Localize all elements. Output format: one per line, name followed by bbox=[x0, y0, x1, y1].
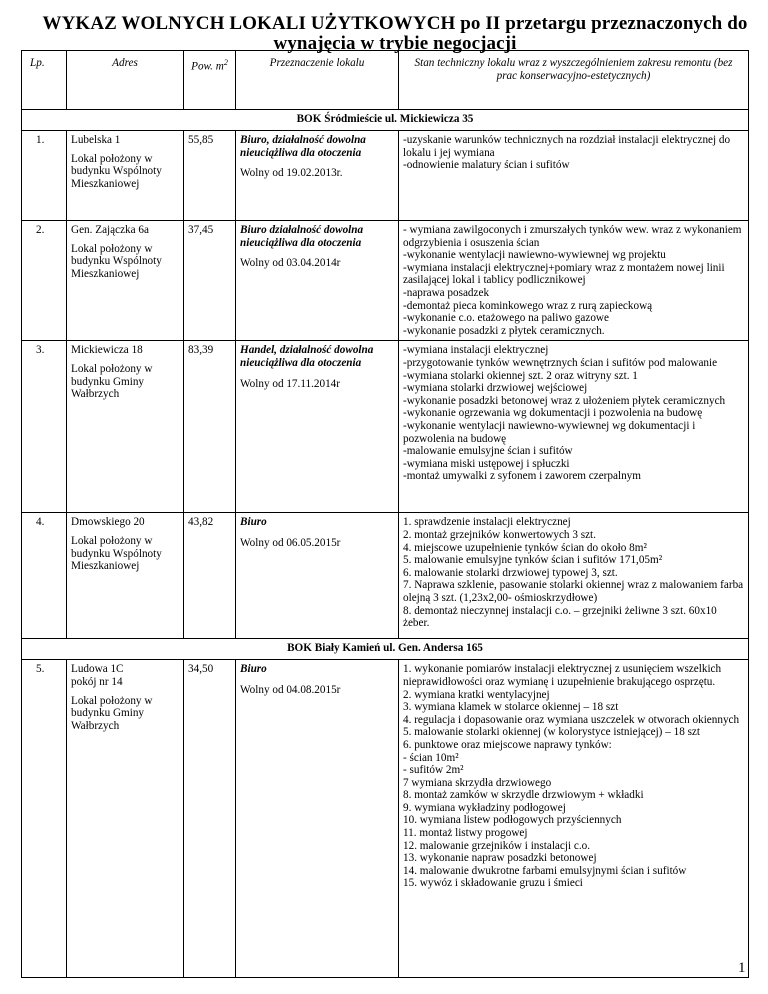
address-main: Dmowskiego 20 bbox=[71, 516, 145, 529]
address-description: Lokal położony w budynku Wspólnoty Mieszkaniowej bbox=[71, 534, 162, 573]
cell-przeznaczenie bbox=[236, 131, 399, 221]
table-row bbox=[22, 341, 749, 513]
address-main: Lubelska 1 bbox=[71, 134, 121, 146]
cell-lp: 4. bbox=[22, 513, 67, 639]
cell-lp: 2. bbox=[22, 221, 67, 341]
header-lp: Lp. bbox=[22, 51, 67, 110]
table-row bbox=[22, 513, 749, 639]
header-przeznaczenie: Przeznaczenie lokalu bbox=[236, 51, 399, 110]
cell-stan: -wymiana instalacji elektrycznej -przygotowanie tynków wewnętrznych ścian i sufitów pod malowanie -wymiana stolarki okiennej szt. 2 oraz witryny szt. 1 -wymiana stolarki drzwiowej wejściowej -wykonanie posadzki betonowej wraz z ułożeniem płytek ceramicznych -wykonanie ogrzewania wg dokumentacji i pozwolenia na budowę -wykonanie wentylacji nawiewno-wywiewnej wg dokumentacji i pozwolenia na budowę -malowanie emulsyjne ścian i sufitów -wymiana miski ustępowej i spłuczki -montaż umywalki z syfonem i zaworem czerpalnym bbox=[399, 341, 749, 513]
cell-pow: 37,45 bbox=[184, 221, 236, 341]
cell-adres bbox=[67, 221, 184, 341]
table-header-row bbox=[22, 51, 749, 110]
available-from: Wolny od 03.04.2014r bbox=[240, 257, 341, 270]
table-row bbox=[22, 131, 749, 221]
cell-pow: 83,39 bbox=[184, 341, 236, 513]
address-main: Ludowa 1C pokój nr 14 bbox=[71, 663, 124, 688]
address-main: Mickiewicza 18 bbox=[71, 344, 143, 357]
cell-adres bbox=[67, 131, 184, 221]
page-number: 1 bbox=[738, 960, 746, 976]
section-title: BOK Biały Kamień ul. Gen. Andersa 165 bbox=[22, 639, 749, 660]
purpose-main: Handel, działalność dowolna nieuciążliwa dla otoczenia bbox=[240, 344, 374, 369]
available-from: Wolny od 04.08.2015r bbox=[240, 683, 341, 696]
cell-lp: 5. bbox=[22, 660, 67, 978]
cell-przeznaczenie bbox=[236, 660, 399, 978]
cell-pow: 43,82 bbox=[184, 513, 236, 639]
cell-stan: 1. sprawdzenie instalacji elektrycznej 2. montaż grzejników konwertowych 3 szt. 4. miejscowe uzupełnienie tynków ścian do około 8m² 5. malowanie emulsyjne tynków ścian i sufitów 171,05m² 6. malowanie stolarki drzwiowej typowej 3, szt. 7. Naprawa szklenie, pasowanie stolarki okiennej wraz z malowaniem farba olejną 3 szt. (1,23x2,00- ośmioskrzydłowe) 8. demontaż nieczynnej instalacji c.o. – grzejniki żeliwne 3 szt. 60x10 żeber. bbox=[399, 513, 749, 639]
cell-stan: -uzyskanie warunków technicznych na rozdział instalacji elektrycznej do lokalu i jej wymiana -odnowienie malatury ścian i sufitów bbox=[399, 131, 749, 221]
cell-przeznaczenie bbox=[236, 513, 399, 639]
section-title: BOK Śródmieście ul. Mickiewicza 35 bbox=[22, 110, 749, 131]
cell-przeznaczenie bbox=[236, 221, 399, 341]
cell-lp: 1. bbox=[22, 131, 67, 221]
cell-stan: - wymiana zawilgoconych i zmurszałych tynków wew. wraz z wykonaniem odgrzybienia i osuszenia ścian -wykonanie wentylacji nawiewno-wywiewnej wg projektu -wymiana instalacji elektrycznej+pomiary wraz z montażem nowej linii zasilającej lokal i tablicy podlicznikowej -naprawa posadzek -demontaż pieca kominkowego wraz z rurą zapieckową -wykonanie c.o. etażowego na paliwo gazowe -wykonanie posadzki z płytek ceramicznych. bbox=[399, 221, 749, 341]
cell-pow: 34,50 bbox=[184, 660, 236, 978]
cell-lp: 3. bbox=[22, 341, 67, 513]
address-description: Lokal położony w budynku Wspólnoty Mieszkaniowej bbox=[71, 242, 162, 280]
address-description: Lokal położony w budynku Wspólnoty Mieszkaniowej bbox=[71, 152, 162, 190]
address-description: Lokal położony w budynku Gminy Wałbrzych bbox=[71, 362, 153, 401]
purpose-main: Biuro, działalność dowolna nieuciążliwa dla otoczenia bbox=[240, 134, 366, 159]
purpose-main: Biuro działalność dowolna nieuciążliwa dla otoczenia bbox=[240, 224, 364, 249]
address-description: Lokal położony w budynku Gminy Wałbrzych bbox=[71, 694, 153, 732]
document-title: WYKAZ WOLNYCH LOKALI UŻYTKOWYCH po II przetargu przeznaczonych do wynajęcia w trybie negocjacji bbox=[42, 13, 748, 54]
section-row bbox=[22, 110, 749, 131]
available-from: Wolny od 06.05.2015r bbox=[240, 536, 341, 549]
purpose-main: Biuro bbox=[240, 663, 267, 676]
table-row bbox=[22, 221, 749, 341]
available-from: Wolny od 19.02.2013r. bbox=[240, 167, 343, 180]
purpose-main: Biuro bbox=[240, 516, 267, 529]
table-row bbox=[22, 660, 749, 978]
cell-stan: 1. wykonanie pomiarów instalacji elektrycznej z usunięciem wszelkich nieprawidłowości oraz wymianę i uzupełnienie brakującego osprzętu. 2. wymiana kratki wentylacyjnej 3. wymiana klamek w stolarce okiennej – 18 szt 4. regulacja i dopasowanie oraz wymiana uszczelek w otworach okiennych 5. malowanie stolarki okiennej (w kolorystyce istniejącej) – 18 szt 6. punktowe oraz miejscowe naprawy tynków: - ścian 10m² - sufitów 2m² 7 wymiana skrzydła drzwiowego 8. montaż zamków w skrzydle drzwiowym + wkładki 9. wymiana wykładziny podłogowej 10. wymiana listew podłogowych przyściennych 11. montaż listwy progowej 12. malowanie grzejników i instalacji c.o. 13. wykonanie napraw posadzki betonowej 14. malowanie dwukrotne farbami emulsyjnymi ścian i sufitów 15. wywóz i składowanie gruzu i śmieci bbox=[399, 660, 749, 978]
available-from: Wolny od 17.11.2014r bbox=[240, 377, 340, 390]
section-row bbox=[22, 639, 749, 660]
header-adres: Adres bbox=[67, 51, 184, 110]
header-pow: Pow. $m^2$ bbox=[184, 51, 236, 110]
cell-adres bbox=[67, 660, 184, 978]
cell-adres bbox=[67, 513, 184, 639]
cell-przeznaczenie bbox=[236, 341, 399, 513]
cell-pow: 55,85 bbox=[184, 131, 236, 221]
premises-table bbox=[21, 50, 749, 978]
header-stan: Stan techniczny lokalu wraz z wyszczególnieniem zakresu remontu (bez prac konserwacyjno-estetycznych) bbox=[399, 51, 749, 110]
table-body bbox=[22, 110, 749, 978]
cell-adres bbox=[67, 341, 184, 513]
address-main: Gen. Zajączka 6a bbox=[71, 224, 149, 236]
